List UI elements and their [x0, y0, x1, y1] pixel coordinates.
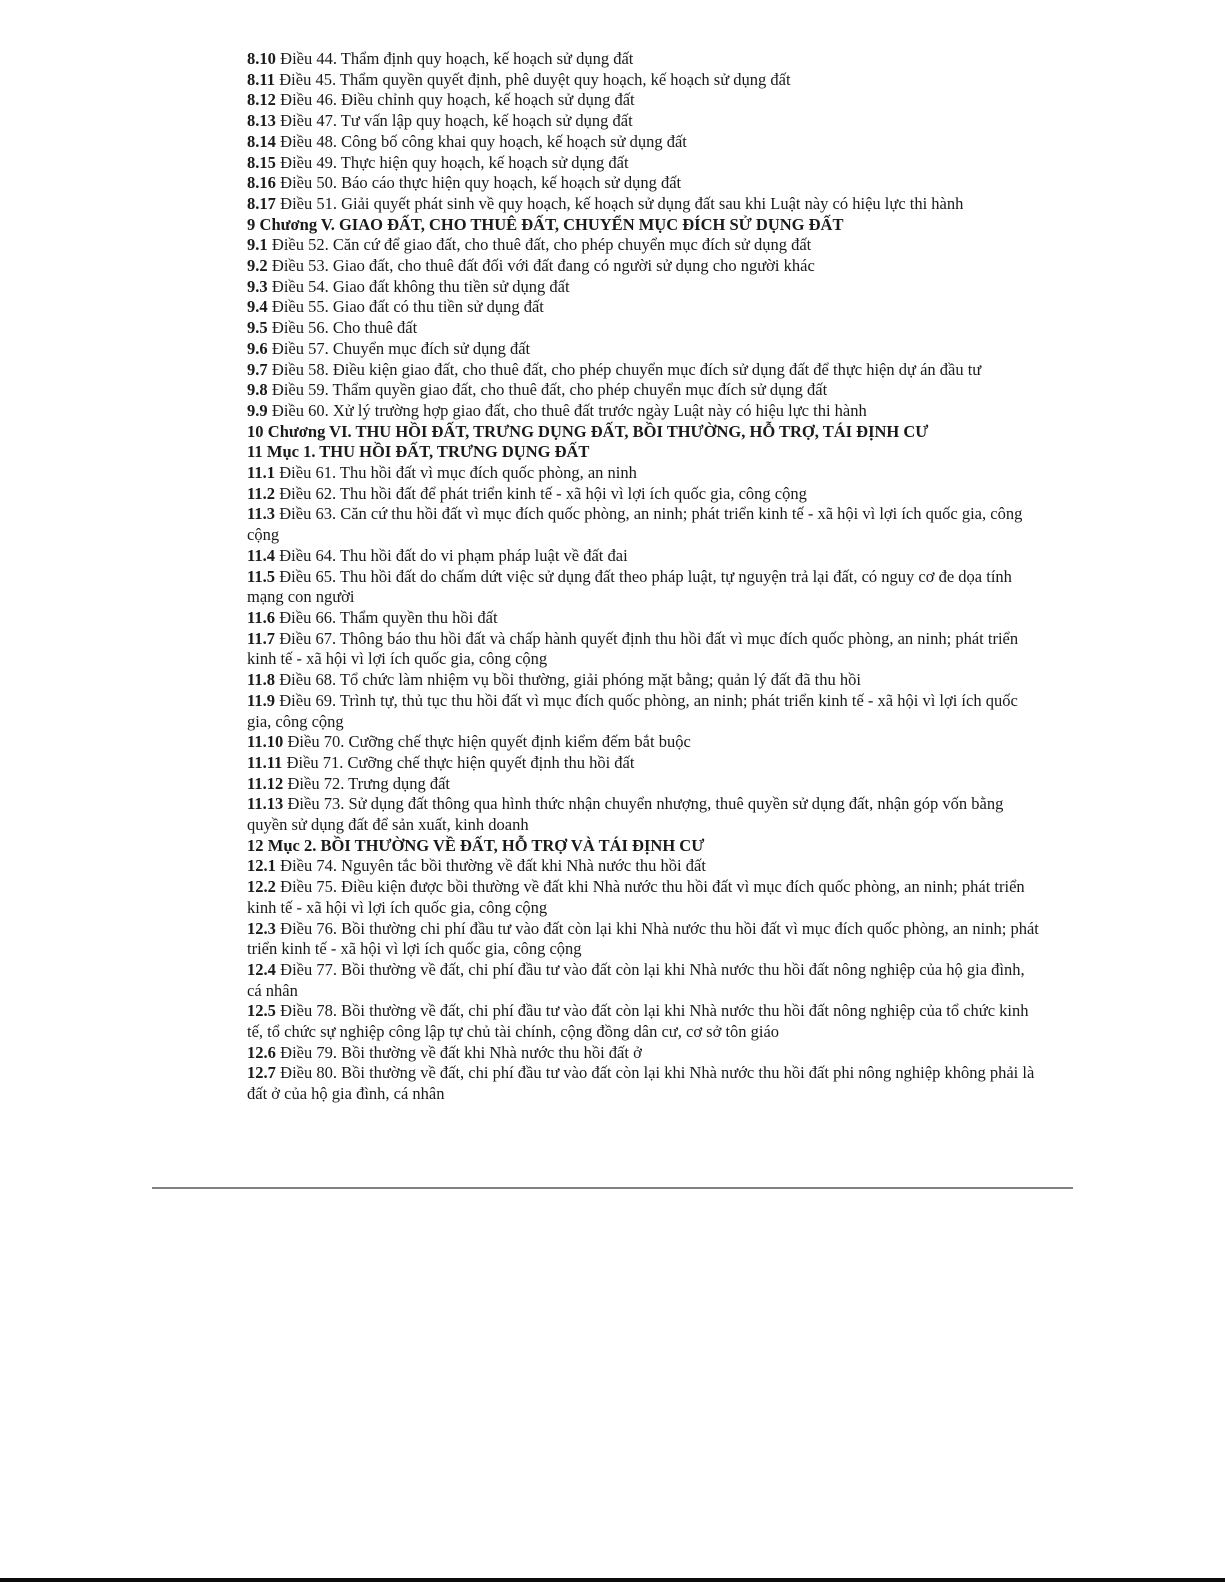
- toc-item-number: 11.10: [247, 732, 284, 752]
- toc-item-number: 11.7: [247, 628, 275, 648]
- toc-item-number: 11.1: [247, 463, 275, 483]
- toc-item: [247, 1001, 1043, 1042]
- toc-item: [247, 919, 1043, 960]
- toc-item: [247, 90, 1043, 111]
- toc-item-text: Điều 80. Bồi thường về đất, chi phí đầu tư vào đất còn lại khi Nhà nước thu hồi đất phi nông nghiệp không phải là đất ở của hộ gia đình, cá nhân: [247, 1063, 1035, 1104]
- toc-item: [247, 484, 1043, 505]
- toc-item: [247, 70, 1043, 91]
- toc-item: [247, 194, 1043, 215]
- toc-item: [247, 256, 1043, 277]
- toc-item: [247, 318, 1043, 339]
- toc-item: [247, 546, 1043, 567]
- toc-item: [247, 235, 1043, 256]
- toc-item: [247, 1063, 1043, 1104]
- toc-item-number: 11.2: [247, 483, 275, 503]
- toc-item-number: 9: [247, 214, 256, 234]
- bottom-edge-bar: [0, 1578, 1225, 1582]
- toc-item-number: 8.10: [247, 49, 276, 68]
- toc-item: [247, 691, 1043, 732]
- toc-item: [247, 463, 1043, 484]
- toc-item: [247, 608, 1043, 629]
- toc-item-number: 12.2: [247, 877, 276, 897]
- toc-item-number: 8.12: [247, 90, 276, 110]
- toc-item-text: Điều 78. Bồi thường về đất, chi phí đầu tư vào đất còn lại khi Nhà nước thu hồi đất nông nghiệp của tổ chức kinh tế, tổ chức sự nghiệp công lập tự chủ tài chính, cộng đồng dân cư, cơ sở tôn giáo: [247, 1001, 1029, 1042]
- toc-item-text: Điều 63. Căn cứ thu hồi đất vì mục đích quốc phòng, an ninh; phát triển kinh tế - xã hội vì lợi ích quốc gia, công cộng: [247, 504, 1023, 545]
- toc-item-number: 12: [247, 835, 264, 855]
- toc-item: [247, 856, 1043, 877]
- toc-item-number: 8.14: [247, 131, 276, 151]
- toc-item-number: 12.1: [247, 856, 276, 876]
- toc-item-number: 12.4: [247, 959, 276, 979]
- toc-item-number: 11.6: [247, 607, 275, 627]
- toc-item-text: Điều 56. Cho thuê đất: [271, 318, 418, 338]
- toc-item-number: 9.1: [247, 235, 268, 255]
- toc-item-number: 11: [247, 442, 263, 462]
- toc-item-text: Điều 70. Cưỡng chế thực hiện quyết định kiểm đếm bắt buộc: [287, 732, 691, 752]
- toc-item-text: Điều 44. Thẩm định quy hoạch, kế hoạch sử dụng đất: [280, 49, 634, 68]
- toc-item-text: Điều 55. Giao đất có thu tiền sử dụng đất: [271, 297, 544, 317]
- toc-item: [247, 670, 1043, 691]
- toc-item-text: Điều 58. Điều kiện giao đất, cho thuê đất, cho phép chuyển mục đích sử dụng đất để thực hiện dự án đầu tư: [271, 359, 982, 379]
- toc-item: [247, 960, 1043, 1001]
- toc-item-number: 9.6: [247, 338, 268, 358]
- toc-item-text: Điều 53. Giao đất, cho thuê đất đối với đất đang có người sử dụng cho người khác: [271, 256, 815, 276]
- toc-item-text: Điều 71. Cưỡng chế thực hiện quyết định thu hồi đất: [286, 752, 635, 772]
- toc-item-text: Điều 45. Thẩm quyền quyết định, phê duyệt quy hoạch, kế hoạch sử dụng đất: [279, 69, 791, 89]
- toc-item-number: 12.7: [247, 1063, 276, 1083]
- toc-item-number: 9.2: [247, 256, 268, 276]
- toc-item-text: Điều 62. Thu hồi đất để phát triển kinh tế - xã hội vì lợi ích quốc gia, công cộng: [279, 483, 807, 503]
- toc-item: [247, 339, 1043, 360]
- toc-item-number: 9.7: [247, 359, 268, 379]
- horizontal-rule: [152, 1187, 1073, 1189]
- toc-item: [247, 422, 1043, 443]
- toc-item-number: 9.8: [247, 380, 268, 400]
- toc-item-text: Điều 50. Báo cáo thực hiện quy hoạch, kế hoạch sử dụng đất: [280, 173, 682, 193]
- toc-item: [247, 215, 1043, 236]
- toc-item: [247, 401, 1043, 422]
- toc-item-text: Điều 64. Thu hồi đất do vi phạm pháp luật về đất đai: [279, 545, 628, 565]
- toc-item-text: Mục 1. THU HỒI ĐẤT, TRƯNG DỤNG ĐẤT: [266, 442, 590, 462]
- toc-item: [247, 629, 1043, 670]
- toc-item: [247, 277, 1043, 298]
- toc-item-number: 9.3: [247, 276, 268, 296]
- toc-item: [247, 877, 1043, 918]
- toc-item: [247, 380, 1043, 401]
- toc-item-number: 12.5: [247, 1001, 276, 1021]
- toc-item-text: Điều 61. Thu hồi đất vì mục đích quốc phòng, an ninh: [279, 463, 637, 483]
- toc-item-number: 8.13: [247, 111, 276, 131]
- toc-item-text: Điều 77. Bồi thường về đất, chi phí đầu tư vào đất còn lại khi Nhà nước thu hồi đất nông nghiệp của hộ gia đình, cá nhân: [247, 959, 1025, 1000]
- toc-item-number: 11.5: [247, 566, 275, 586]
- toc-item: [247, 1043, 1043, 1064]
- toc-item-text: Điều 67. Thông báo thu hồi đất và chấp hành quyết định thu hồi đất vì mục đích quốc phòng, an ninh; phát triển kinh tế - xã hội vì lợi ích quốc gia, công cộng: [247, 628, 1019, 669]
- toc-item-text: Chương V. GIAO ĐẤT, CHO THUÊ ĐẤT, CHUYỂN MỤC ĐÍCH SỬ DỤNG ĐẤT: [259, 214, 844, 234]
- toc-item-text: Điều 68. Tổ chức làm nhiệm vụ bồi thường, giải phóng mặt bằng; quản lý đất đã thu hồi: [279, 670, 861, 690]
- toc-item-text: Điều 73. Sử dụng đất thông qua hình thức nhận chuyển nhượng, thuê quyền sử dụng đất, nhận góp vốn bằng quyền sử dụng đất để sản xuất, kinh doanh: [247, 794, 1004, 835]
- toc-item-text: Điều 57. Chuyển mục đích sử dụng đất: [271, 338, 531, 358]
- toc-item-number: 8.11: [247, 69, 275, 89]
- toc-item-text: Điều 49. Thực hiện quy hoạch, kế hoạch sử dụng đất: [280, 152, 629, 172]
- toc-item-text: Điều 59. Thẩm quyền giao đất, cho thuê đất, cho phép chuyển mục đích sử dụng đất: [271, 380, 828, 400]
- toc-item-number: 12.6: [247, 1042, 276, 1062]
- toc-item-number: 9.9: [247, 400, 268, 420]
- toc-item-text: Điều 51. Giải quyết phát sinh về quy hoạch, kế hoạch sử dụng đất sau khi Luật này có hiệu lực thi hành: [280, 193, 964, 213]
- toc-item-number: 11.13: [247, 794, 284, 814]
- toc-item-text: Điều 66. Thẩm quyền thu hồi đất: [279, 607, 498, 627]
- toc-item: [247, 297, 1043, 318]
- toc-item-text: Chương VI. THU HỒI ĐẤT, TRƯNG DỤNG ĐẤT, BỒI THƯỜNG, HỖ TRỢ, TÁI ĐỊNH CƯ: [267, 421, 929, 441]
- toc-item-text: Điều 65. Thu hồi đất do chấm dứt việc sử dụng đất theo pháp luật, tự nguyện trả lại đất, có nguy cơ đe dọa tính mạng con người: [247, 566, 1012, 607]
- toc-item-text: Mục 2. BỒI THƯỜNG VỀ ĐẤT, HỖ TRỢ VÀ TÁI ĐỊNH CƯ: [267, 835, 705, 855]
- toc-item: [247, 111, 1043, 132]
- toc-item-number: 11.12: [247, 773, 284, 793]
- toc-item-text: Điều 69. Trình tự, thủ tục thu hồi đất vì mục đích quốc phòng, an ninh; phát triển kinh tế - xã hội vì lợi ích quốc gia, công cộng: [247, 690, 1018, 731]
- toc-item-text: Điều 46. Điều chỉnh quy hoạch, kế hoạch sử dụng đất: [280, 90, 635, 110]
- toc-item: [247, 753, 1043, 774]
- toc-item: [247, 153, 1043, 174]
- toc-item-text: Điều 79. Bồi thường về đất khi Nhà nước thu hồi đất ở: [280, 1042, 642, 1062]
- toc-item-text: Điều 48. Công bố công khai quy hoạch, kế hoạch sử dụng đất: [280, 131, 687, 151]
- toc-item-number: 12.3: [247, 918, 276, 938]
- toc-item-number: 10: [247, 421, 264, 441]
- toc-item-number: 8.16: [247, 173, 276, 193]
- toc-item: [247, 49, 1043, 70]
- toc-item-text: Điều 76. Bồi thường chi phí đầu tư vào đất còn lại khi Nhà nước thu hồi đất vì mục đích quốc phòng, an ninh; phát triển kinh tế - xã hội vì lợi ích quốc gia, công cộng: [247, 918, 1039, 959]
- toc-item-text: Điều 60. Xử lý trường hợp giao đất, cho thuê đất trước ngày Luật này có hiệu lực thi hành: [271, 400, 867, 420]
- toc-item: [247, 732, 1043, 753]
- toc-item-number: 11.4: [247, 545, 275, 565]
- toc-item: [247, 442, 1043, 463]
- toc-item-number: 11.8: [247, 670, 275, 690]
- toc-item-text: Điều 75. Điều kiện được bồi thường về đất khi Nhà nước thu hồi đất vì mục đích quốc phòng, an ninh; phát triển kinh tế - xã hội vì lợi ích quốc gia, công cộng: [247, 877, 1025, 917]
- toc-item: [247, 360, 1043, 381]
- toc-item: [247, 774, 1043, 795]
- toc-item: [247, 794, 1043, 835]
- toc-item-text: Điều 54. Giao đất không thu tiền sử dụng đất: [271, 276, 570, 296]
- toc-item-number: 8.17: [247, 193, 276, 213]
- toc-item-text: Điều 47. Tư vấn lập quy hoạch, kế hoạch sử dụng đất: [280, 111, 633, 131]
- toc-list: [247, 49, 1043, 1105]
- toc-item: [247, 132, 1043, 153]
- toc-item-number: 9.4: [247, 297, 268, 317]
- toc-item-number: 11.9: [247, 690, 275, 710]
- toc-item-text: Điều 74. Nguyên tắc bồi thường về đất khi Nhà nước thu hồi đất: [280, 856, 706, 876]
- toc-item: [247, 836, 1043, 857]
- toc-item-number: 11.3: [247, 504, 275, 524]
- toc-item-number: 11.11: [247, 752, 283, 772]
- toc-item-number: 8.15: [247, 152, 276, 172]
- toc-item: [247, 504, 1043, 545]
- toc-item-text: Điều 52. Căn cứ để giao đất, cho thuê đất, cho phép chuyển mục đích sử dụng đất: [271, 235, 812, 255]
- toc-item: [247, 173, 1043, 194]
- toc-item-text: Điều 72. Trưng dụng đất: [287, 773, 450, 793]
- toc-item-number: 9.5: [247, 318, 268, 338]
- toc-item: [247, 567, 1043, 608]
